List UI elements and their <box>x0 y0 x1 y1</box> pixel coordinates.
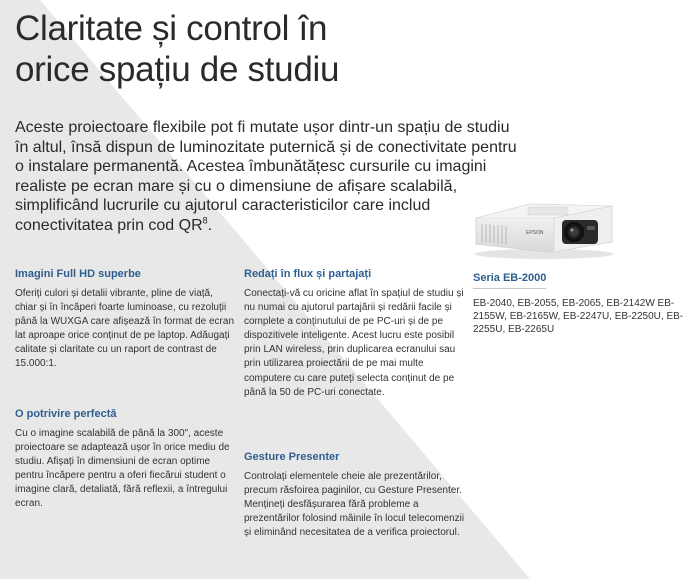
section-fit <box>15 408 237 512</box>
footnote-marker: 8 <box>202 215 208 226</box>
section-gestures <box>244 451 466 540</box>
section-fit-body: Cu o imagine scalabilă de până la 300", aceste proiectoare se adaptează ușor în orice mediu de studiu. Afișați în dimensiuni de ecran optime pentru încăpere pentru a oferi fiecărui student o imagine clară, detaliată, fără reflexii, a întregului ecran. <box>15 428 230 510</box>
section-full-hd-body: Oferiți culori și detalii vibrante, pline de viață, chiar și în încăperi foarte luminoase, cu rezoluții până la WUXGA care afișează în format de ecran lat aproape orice conținut de pe laptop. Adăugați calitate și claritate cu un raport de contrast de 15.000:1. <box>15 288 234 370</box>
series-title: Seria EB-2000 <box>473 272 546 289</box>
projector-brand-label: EPSON <box>526 230 544 236</box>
section-flow-title: Redați în flux și partajați <box>244 268 372 280</box>
section-flow <box>244 268 466 400</box>
page-title <box>15 8 339 90</box>
intro-text: Aceste proiectoare flexibile pot fi mutate ușor dintr-un spațiu de studiu în altul, însă dispun de luminozitate puternică și de conectivitate pentru o instalare permanentă. Acestea îmbunătățesc cursurile cu imagini realiste pe ecran mare și cu o dimensiune de afișare scalabilă, simplificând lucrurile cu ajutorul caracteristicilor care includ conectivitatea prin cod QR <box>15 119 517 234</box>
section-gestures-body: Controlați elementele cheie ale prezentărilor, precum răsfoirea paginilor, cu Gesture Presenter. Mențineți desfășurarea fără probleme a prezentărilor folosind mâinile în locul telecomenzii și eliminând necesitatea de a verifica proiectorul. <box>244 471 465 539</box>
section-gestures-title: Gesture Presenter <box>244 451 340 463</box>
series-models: EB-2040, EB-2055, EB-2065, EB-2142W EB-2155W, EB-2165W, EB-2247U, EB-2250U, EB-2255U, EB-2265U <box>473 298 684 336</box>
intro-end: . <box>207 216 213 234</box>
section-full-hd <box>15 268 237 372</box>
series-box <box>473 268 695 337</box>
projector-image <box>470 196 618 260</box>
title-line-1: Claritate și control în <box>15 9 328 48</box>
section-fit-title: O potrivire perfectă <box>15 408 117 420</box>
section-flow-body: Conectați-vă cu oricine aflat în spațiul de studiu și nu numai cu ajutorul partajării și redării facile și complete a conținutului de pe PC-uri și de pe dispozitivele inteligente. Acest lucru este posibil prin LAN wireless, prin duplicarea ecranului sau prin utilizarea proiectării de pe mai multe computere cu care puteți selecta conținut de pe până la 50 de PC-uri conectate. <box>244 288 464 398</box>
section-full-hd-title: Imagini Full HD superbe <box>15 268 141 280</box>
intro-paragraph <box>15 118 520 235</box>
title-line-2: orice spațiu de studiu <box>15 50 340 89</box>
